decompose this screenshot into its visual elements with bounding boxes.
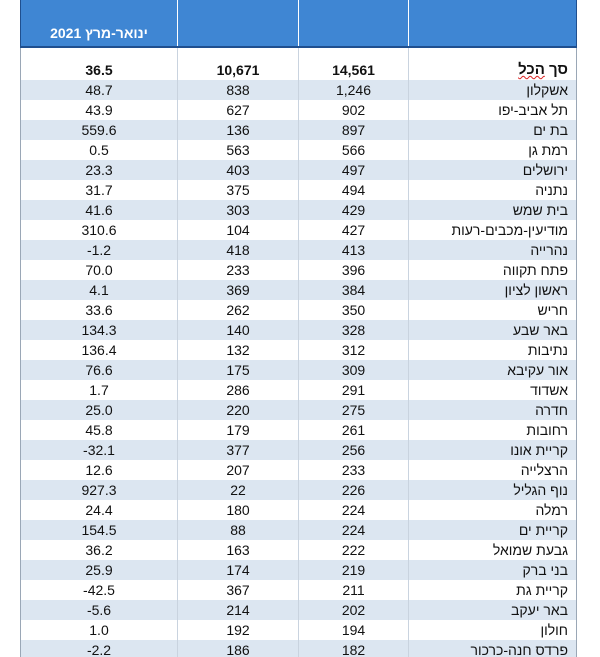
cell-value-2: 403	[178, 160, 299, 180]
cell-pct: 154.5	[21, 520, 178, 540]
cell-value-1: 14,561	[299, 60, 409, 80]
cell-city: נוף הגליל	[409, 480, 577, 500]
cell-value-2: 136	[178, 120, 299, 140]
cell-value-2: 132	[178, 340, 299, 360]
cell-value-2: 163	[178, 540, 299, 560]
cell-value-2: 377	[178, 440, 299, 460]
header-city	[409, 0, 577, 47]
cell-value-2: 214	[178, 600, 299, 620]
table-row	[21, 520, 577, 540]
table-row	[21, 340, 577, 360]
cell-value-2: 207	[178, 460, 299, 480]
cell-city: קריית אונו	[409, 440, 577, 460]
cell-pct: 136.4	[21, 340, 178, 360]
cell-city: תל אביב-יפו	[409, 100, 577, 120]
cell-value-2: 563	[178, 140, 299, 160]
cell-value-1: 275	[299, 400, 409, 420]
cell-pct: 48.7	[21, 80, 178, 100]
cell-city	[409, 60, 577, 80]
cell-value-2: 220	[178, 400, 299, 420]
cell-value-2: 367	[178, 580, 299, 600]
cell-city: חולון	[409, 620, 577, 640]
cell-pct: -42.5	[21, 580, 178, 600]
table-row	[21, 480, 577, 500]
cell-city: מודיעין-מכבים-רעות	[409, 220, 577, 240]
cell-city: בית שמש	[409, 200, 577, 220]
cell-value-2: 369	[178, 280, 299, 300]
table-row	[21, 320, 577, 340]
cell-pct: 1.7	[21, 380, 178, 400]
cell-value-1: 384	[299, 280, 409, 300]
cell-value-1: 312	[299, 340, 409, 360]
cell-city: נתניה	[409, 180, 577, 200]
cell-value-1: 429	[299, 200, 409, 220]
table-row	[21, 220, 577, 240]
cell-city: רחובות	[409, 420, 577, 440]
cell-value-1: 256	[299, 440, 409, 460]
table-row	[21, 600, 577, 620]
cell-value-2: 22	[178, 480, 299, 500]
table-row	[21, 140, 577, 160]
cell-city: אשדוד	[409, 380, 577, 400]
cell-value-2: 10,671	[178, 60, 299, 80]
cell-value-2: 186	[178, 640, 299, 657]
cell-value-1: 566	[299, 140, 409, 160]
cell-value-1: 233	[299, 460, 409, 480]
cell-city: נהרייה	[409, 240, 577, 260]
table-row	[21, 640, 577, 657]
cell-pct: 12.6	[21, 460, 178, 480]
table-row	[21, 300, 577, 320]
table-row	[21, 440, 577, 460]
table-row	[21, 560, 577, 580]
table-row	[21, 420, 577, 440]
table-row	[21, 240, 577, 260]
cell-city: חריש	[409, 300, 577, 320]
cell-city: קריית ים	[409, 520, 577, 540]
cell-city: חדרה	[409, 400, 577, 420]
cell-city: באר יעקב	[409, 600, 577, 620]
cell-value-1: 897	[299, 120, 409, 140]
cell-value-2: 375	[178, 180, 299, 200]
cell-pct: 31.7	[21, 180, 178, 200]
cell-value-1: 226	[299, 480, 409, 500]
table-row	[21, 80, 577, 100]
header-col-3	[299, 0, 409, 47]
table-row	[21, 380, 577, 400]
table-row	[21, 620, 577, 640]
table-row	[21, 260, 577, 280]
cell-value-2: 88	[178, 520, 299, 540]
cell-city: רמת גן	[409, 140, 577, 160]
cell-value-2: 303	[178, 200, 299, 220]
cell-city: גבעת שמואל	[409, 540, 577, 560]
cell-city: אשקלון	[409, 80, 577, 100]
cell-value-1: 222	[299, 540, 409, 560]
cell-pct: 36.5	[21, 60, 178, 80]
table-row	[21, 280, 577, 300]
total-label-b: הכל	[518, 61, 545, 78]
cell-pct: 43.9	[21, 100, 178, 120]
cell-city: פרדס חנה-כרכור	[409, 640, 577, 657]
cell-value-2: 179	[178, 420, 299, 440]
cell-value-2: 262	[178, 300, 299, 320]
cell-value-1: 261	[299, 420, 409, 440]
cell-pct: 23.3	[21, 160, 178, 180]
table-row	[21, 200, 577, 220]
cell-pct: 25.0	[21, 400, 178, 420]
cell-value-1: 211	[299, 580, 409, 600]
cell-pct: 45.8	[21, 420, 178, 440]
cell-value-1: 902	[299, 100, 409, 120]
cell-city: קריית גת	[409, 580, 577, 600]
cell-pct: 559.6	[21, 120, 178, 140]
cell-city: רמלה	[409, 500, 577, 520]
table-row	[21, 100, 577, 120]
cell-city: ירושלים	[409, 160, 577, 180]
cell-value-1: 328	[299, 320, 409, 340]
cell-city: הרצלייה	[409, 460, 577, 480]
cell-value-1: 350	[299, 300, 409, 320]
cell-city: באר שבע	[409, 320, 577, 340]
cell-pct: 4.1	[21, 280, 178, 300]
cell-city: בת ים	[409, 120, 577, 140]
cell-value-2: 140	[178, 320, 299, 340]
cell-value-2: 175	[178, 360, 299, 380]
cell-pct: -5.6	[21, 600, 178, 620]
table-row	[21, 120, 577, 140]
cell-city: אור עקיבא	[409, 360, 577, 380]
cell-value-1: 291	[299, 380, 409, 400]
cell-pct: 33.6	[21, 300, 178, 320]
cell-value-1: 413	[299, 240, 409, 260]
table-row	[21, 160, 577, 180]
cell-pct: 134.3	[21, 320, 178, 340]
housing-data-table	[20, 0, 577, 657]
cell-pct: 41.6	[21, 200, 178, 220]
cell-value-1: 309	[299, 360, 409, 380]
cell-pct: -1.2	[21, 240, 178, 260]
cell-value-2: 180	[178, 500, 299, 520]
cell-value-2: 104	[178, 220, 299, 240]
table-row	[21, 400, 577, 420]
cell-value-1: 202	[299, 600, 409, 620]
total-label-a: סך	[544, 61, 568, 78]
cell-city: פתח תקווה	[409, 260, 577, 280]
cell-value-1: 396	[299, 260, 409, 280]
table-row	[21, 360, 577, 380]
cell-value-2: 418	[178, 240, 299, 260]
cell-pct: 70.0	[21, 260, 178, 280]
cell-value-1: 224	[299, 520, 409, 540]
table-row-total	[21, 60, 577, 80]
table-header-row	[21, 0, 577, 47]
cell-value-2: 174	[178, 560, 299, 580]
cell-value-1: 497	[299, 160, 409, 180]
cell-value-2: 627	[178, 100, 299, 120]
cell-value-1: 194	[299, 620, 409, 640]
header-pct-change: ינואר-מרץ 2021	[21, 0, 178, 47]
cell-pct: 310.6	[21, 220, 178, 240]
cell-value-1: 219	[299, 560, 409, 580]
cell-pct: 1.0	[21, 620, 178, 640]
table-row	[21, 580, 577, 600]
cell-value-2: 838	[178, 80, 299, 100]
cell-value-2: 286	[178, 380, 299, 400]
cell-pct: 36.2	[21, 540, 178, 560]
cell-city: בני ברק	[409, 560, 577, 580]
cell-value-1: 1,246	[299, 80, 409, 100]
table-row	[21, 500, 577, 520]
cell-pct: 76.6	[21, 360, 178, 380]
cell-city: נתיבות	[409, 340, 577, 360]
cell-city: ראשון לציון	[409, 280, 577, 300]
cell-pct: -2.2	[21, 640, 178, 657]
cell-pct: -32.1	[21, 440, 178, 460]
header-spacer-row	[21, 47, 577, 60]
cell-value-2: 192	[178, 620, 299, 640]
cell-value-1: 224	[299, 500, 409, 520]
cell-pct: 24.4	[21, 500, 178, 520]
table-row	[21, 540, 577, 560]
table-row	[21, 460, 577, 480]
cell-pct: 927.3	[21, 480, 178, 500]
cell-value-2: 233	[178, 260, 299, 280]
cell-value-1: 182	[299, 640, 409, 657]
header-col-2	[178, 0, 299, 47]
table-row	[21, 180, 577, 200]
cell-value-1: 427	[299, 220, 409, 240]
cell-pct: 25.9	[21, 560, 178, 580]
cell-pct: 0.5	[21, 140, 178, 160]
cell-value-1: 494	[299, 180, 409, 200]
